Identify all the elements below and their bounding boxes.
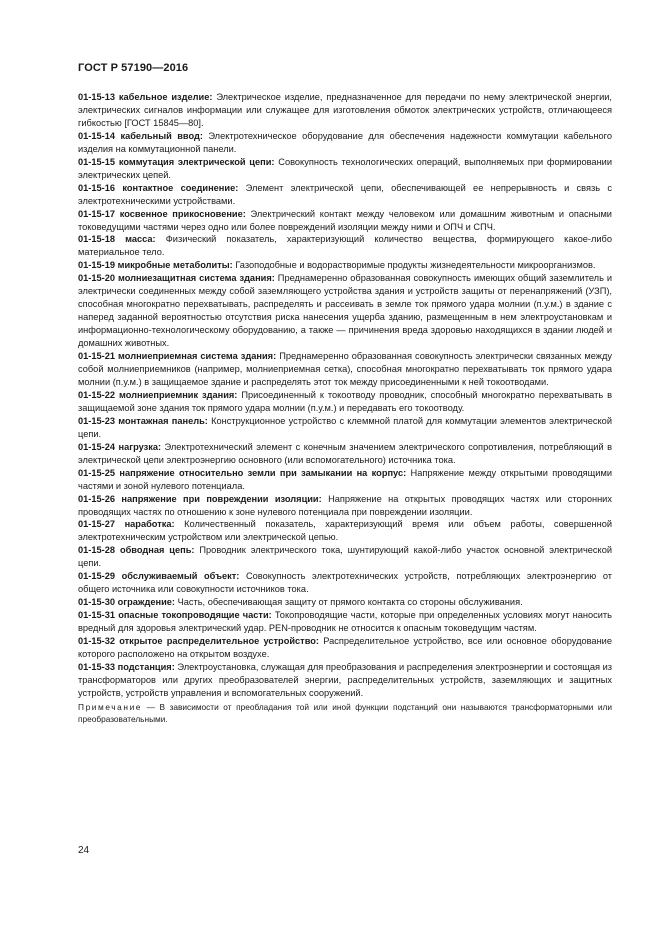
- entry-number: 01-15-21: [78, 351, 116, 362]
- entry-number: 01-15-13: [78, 92, 116, 102]
- entry-definition: Конструкционное устройство с клеммной платой для коммутации элементов электрической цепи.: [78, 415, 612, 439]
- glossary-entry: [78, 441, 612, 467]
- entry-number: 01-15-20: [78, 273, 116, 284]
- entry-number: 01-15-32: [78, 636, 116, 647]
- entry-definition: Газоподобные и водорастворимые продукты жизнедеятельности микроорганизмов.: [235, 260, 596, 271]
- entry-definition: Напряжение между открытыми проводящими частями и зоной нулевого потенциала.: [78, 467, 612, 491]
- entry-term: обводная цепь:: [119, 545, 195, 556]
- entry-number: 01-15-16: [78, 182, 116, 193]
- entry-definition: Проводник электрического тока, шунтирующий какой-либо участок основной электрической цепи.: [78, 545, 613, 569]
- entry-term: контактное соединение:: [122, 182, 239, 193]
- glossary-entry: [78, 208, 612, 234]
- entry-number: 01-15-29: [78, 571, 116, 582]
- document-header: ГОСТ Р 57190—2016: [78, 62, 189, 74]
- entry-definition: Электротехническое оборудование для обеспечения надежности коммутации кабельного изделия на коммутационной панели.: [78, 130, 612, 154]
- entry-definition: Электрический контакт между человеком или домашним животным и опасными токоведущими частями через одно или более повреждений изоляции между ними и ОПЧ и СПЧ.: [78, 208, 612, 232]
- glossary-entry: [78, 415, 612, 441]
- glossary-entry: [78, 635, 612, 661]
- entry-definition: Преднамеренно образованная совокупность электрически связанных между собой молниеприемников (например, молниеприемная сетка), способная многократно перехватывать ток прямого удара молнии (п.у.м.) в защищаемое здание и распределять этот ток между присоединенными к ней токоотводами.: [78, 351, 613, 387]
- glossary-entry: [78, 91, 612, 130]
- entry-definition: Часть, обеспечивающая защиту от прямого контакта со стороны обслуживания.: [177, 597, 523, 608]
- entry-definition: Токопроводящие части, которые при определенных условиях могут наносить вредный для здоровья электрический удар. PEN-проводник не относится к опасным токоведущим частям.: [78, 610, 612, 634]
- entry-term: напряжение при повреждении изоляции:: [121, 493, 322, 504]
- entry-number: 01-15-19: [78, 260, 116, 271]
- note-paragraph: [78, 701, 612, 725]
- glossary-entry: [78, 156, 612, 182]
- entry-term: косвенное прикосновение:: [119, 208, 246, 219]
- entry-definition: Напряжение на открытых проводящих частях или сторонних проводящих частях по отношению к зоне нулевого потенциала при повреждении изоляции.: [78, 493, 612, 517]
- entry-number: 01-15-18: [78, 234, 116, 245]
- entry-number: 01-15-24: [78, 441, 116, 452]
- entry-term: нагрузка:: [118, 441, 162, 452]
- entry-term: открытое распределительное устройство:: [119, 636, 320, 647]
- entry-term: коммутация электрической цепи:: [118, 156, 275, 167]
- entry-number: 01-15-15: [78, 156, 116, 167]
- entry-term: молниеприемная система здания:: [118, 351, 277, 362]
- glossary-entry: [78, 233, 612, 259]
- entry-definition: Присоединенный к токоотводу проводник, способный многократно перехватывать в защищаемой зоне здания ток прямого удара молнии (п.у.м.) и передавать его токоотводу.: [78, 389, 612, 413]
- entry-term: монтажная панель:: [118, 415, 208, 426]
- glossary-entry: [78, 467, 612, 493]
- entry-definition: Распределительное устройство, все или основное оборудование которого расположено на открытом воздухе.: [78, 636, 612, 659]
- entry-definition: Электротехнический элемент с конечным значением электрического сопротивления, потребляющий в электрической цепи электроэнергию основного (или вспомогательного) источника тока.: [78, 441, 613, 465]
- entry-term: молниеприемник здания:: [118, 389, 238, 400]
- glossary-entry: [78, 493, 612, 519]
- entry-number: 01-15-17: [78, 208, 116, 219]
- entry-definition: Электрическое изделие, предназначенное для передачи по нему электрической энергии, электрических сигналов информации или служащее для изготовления обмоток электрических устройств, отличающееся гибкостью [ГОСТ 15845—80].: [78, 92, 613, 128]
- entry-number: 01-15-33: [78, 661, 116, 672]
- entry-term: подстанция:: [117, 661, 175, 672]
- entry-number: 01-15-22: [78, 389, 116, 400]
- glossary-entry: [78, 570, 612, 596]
- glossary-entry: [78, 182, 612, 208]
- entry-number: 01-15-25: [78, 467, 116, 478]
- entry-number: 01-15-23: [78, 415, 116, 426]
- entry-number: 01-15-26: [78, 493, 116, 504]
- entry-term: молниезащитная система здания:: [117, 273, 275, 284]
- entry-number: 01-15-31: [78, 610, 116, 621]
- entry-definition: Электроустановка, служащая для преобразования и распределения электроэнергии и состоящая из трансформаторов или других преобразователей энергии, распределительных устройств, заземляющих и защитных устройств, устройств управления и вспомогательных сооружений.: [78, 661, 612, 698]
- note-text: — В зависимости от преобладания той или иной функции подстанций они называются трансформаторными или преобразовательными.: [78, 701, 612, 724]
- glossary-entry: [78, 596, 612, 609]
- glossary-entry: [78, 130, 612, 156]
- entry-number: 01-15-27: [78, 519, 116, 530]
- entry-definition: Совокупность технологических операций, выполняемых при формировании электрических цепей.: [78, 156, 613, 180]
- note-label: Примечание: [78, 701, 143, 712]
- glossary-entry: [78, 350, 612, 389]
- entry-term: обслуживаемый объект:: [121, 571, 240, 582]
- glossary-entry: [78, 272, 612, 350]
- entry-definition: Преднамеренно образованная совокупность имеющих общий заземлитель и электрически соединенных между собой заземляющего устройства здания и устройств защиты от перенапряжений (УЗП), способная многократно перехватывать, распределять и рассеивать в земле ток прямого удара молнии (п.у.м.) в здание с наперед заданной вероятностью отсутствия риска нанесения ущерба зданию, размещенным в нем электроустановкам и информационно-технологическому оборудованию, а также — причинения вреда здоровью находящихся в здании людей и домашних животных.: [78, 273, 613, 349]
- entry-definition: Количественный показатель, характеризующий время или объем работы, совершенной электротехническим устройством или электрической цепью.: [78, 519, 612, 543]
- entry-term: кабельное изделие:: [118, 92, 213, 102]
- entry-term: опасные токопроводящие части:: [118, 610, 272, 621]
- entry-definition: Элемент электрической цепи, обеспечивающей ее непрерывность и связь с электротехническими устройствами.: [78, 182, 612, 206]
- glossary-entry: [78, 259, 612, 272]
- entry-term: микробные метаболиты:: [117, 260, 233, 271]
- glossary-entry: [78, 661, 612, 700]
- glossary-content: [78, 91, 612, 725]
- entry-term: ограждение:: [117, 597, 175, 608]
- entry-definition: Совокупность электротехнических устройств, потребляющих электроэнергию от общего источника или совокупности источников тока.: [78, 571, 613, 595]
- entry-term: кабельный ввод:: [120, 130, 203, 141]
- glossary-entry: [78, 389, 612, 415]
- page-number: 24: [78, 845, 90, 856]
- entry-term: масса:: [125, 234, 156, 245]
- entry-term: наработка:: [124, 519, 175, 530]
- entry-definition: Физический показатель, характеризующий количество вещества, формирующего какое-либо материальное тело.: [78, 234, 612, 258]
- glossary-entry: [78, 518, 612, 544]
- entry-number: 01-15-30: [78, 597, 116, 608]
- entry-number: 01-15-14: [78, 130, 116, 141]
- glossary-entry: [78, 609, 612, 635]
- glossary-entry: [78, 544, 612, 570]
- entry-number: 01-15-28: [78, 545, 116, 556]
- entry-term: напряжение относительно земли при замыкании на корпус:: [119, 467, 407, 478]
